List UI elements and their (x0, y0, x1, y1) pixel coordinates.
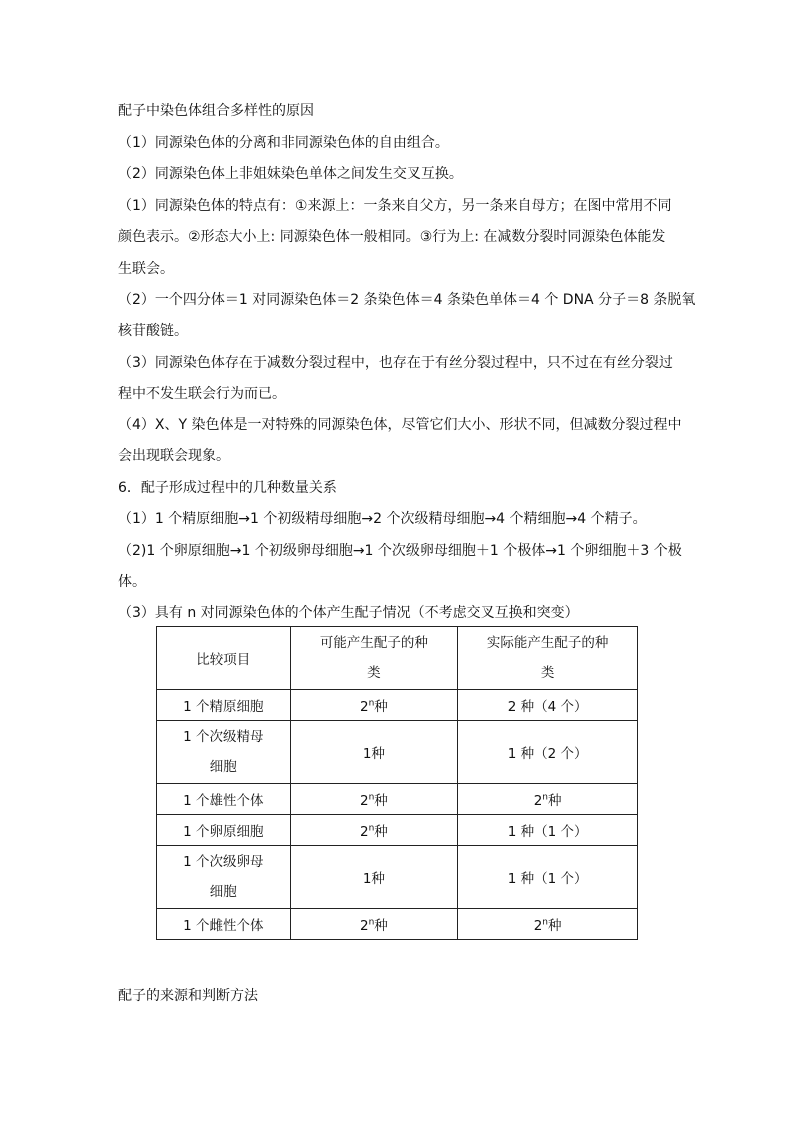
note-line: 颜色表示。②形态大小上: 同源染色体一般相同。③行为上: 在减数分裂时同源染色体能发 (118, 229, 666, 245)
table-row (157, 909, 638, 940)
table-header-row (157, 627, 638, 690)
note-line: 程中不发生联会行为而已。 (118, 386, 286, 402)
quantity-line: （3）具有 n 对同源染色体的个体产生配子情况（不考虑交叉互换和突变） (118, 605, 579, 621)
note-line: （2）一个四分体＝1 对同源染色体＝2 条染色体＝4 条染色单体＝4 个 DNA 分子＝8 条脱氧 (118, 292, 696, 308)
note-line: （3）同源染色体存在于减数分裂过程中，也存在于有丝分裂过程中，只不过在有丝分裂过 (118, 355, 673, 371)
quantity-line: 体。 (118, 574, 146, 590)
cell-actual: 1 种（1 个） (458, 846, 638, 909)
table-row (157, 846, 638, 909)
cell-possible: 1种 (290, 721, 458, 784)
header-actual: 实际能产生配子的种 类 (458, 627, 638, 690)
note-line: 会出现联会现象。 (118, 448, 230, 464)
cell-possible: 2$^n$种 (290, 784, 458, 815)
cell-item: 1 个精原细胞 (157, 690, 291, 721)
section-6-title: 6．配子形成过程中的几种数量关系 (118, 480, 337, 496)
table-row (157, 690, 638, 721)
heading-gamete-diversity: 配子中染色体组合多样性的原因 (118, 103, 314, 119)
quantity-line: （2)1 个卵原细胞→1 个初级卵母细胞→1 个次级卵母细胞＋1 个极体→1 个卵细胞＋3 个极 (118, 543, 682, 559)
reason-line-2: （2）同源染色体上非姐妹染色单体之间发生交叉互换。 (118, 166, 463, 182)
header-item: 比较项目 (157, 627, 291, 690)
cell-actual: 2 种（4 个） (458, 690, 638, 721)
cell-item: 1 个雄性个体 (157, 784, 291, 815)
cell-actual: 2$^n$种 (458, 784, 638, 815)
cell-possible: 2$^n$种 (290, 815, 458, 846)
gamete-comparison-table (156, 626, 638, 940)
cell-actual: 2$^n$种 (458, 909, 638, 940)
cell-possible: 1种 (290, 846, 458, 909)
cell-item: 1 个次级精母 细胞 (157, 721, 291, 784)
reason-line-1: （1）同源染色体的分离和非同源染色体的自由组合。 (118, 135, 449, 151)
cell-actual: 1 种（2 个） (458, 721, 638, 784)
header-possible: 可能产生配子的种 类 (290, 627, 458, 690)
cell-item: 1 个卵原细胞 (157, 815, 291, 846)
cell-possible: 2$^n$种 (290, 690, 458, 721)
cell-actual: 1 种（1 个） (458, 815, 638, 846)
note-line: （1）同源染色体的特点有：①来源上：一条来自父方，另一条来自母方；在图中常用不同 (118, 198, 672, 214)
cell-item: 1 个雌性个体 (157, 909, 291, 940)
table-row (157, 815, 638, 846)
note-line: （4）X、Y 染色体是一对特殊的同源染色体，尽管它们大小、形状不同，但减数分裂过程中 (118, 417, 682, 433)
note-line: 核苷酸链。 (118, 323, 188, 339)
cell-possible: 2$^n$种 (290, 909, 458, 940)
table-row (157, 784, 638, 815)
table-row (157, 721, 638, 784)
cell-item: 1 个次级卵母 细胞 (157, 846, 291, 909)
heading-gamete-source: 配子的来源和判断方法 (118, 988, 258, 1004)
quantity-line: （1）1 个精原细胞→1 个初级精母细胞→2 个次级精母细胞→4 个精细胞→4 个精子。 (118, 511, 647, 527)
note-line: 生联会。 (118, 261, 174, 277)
